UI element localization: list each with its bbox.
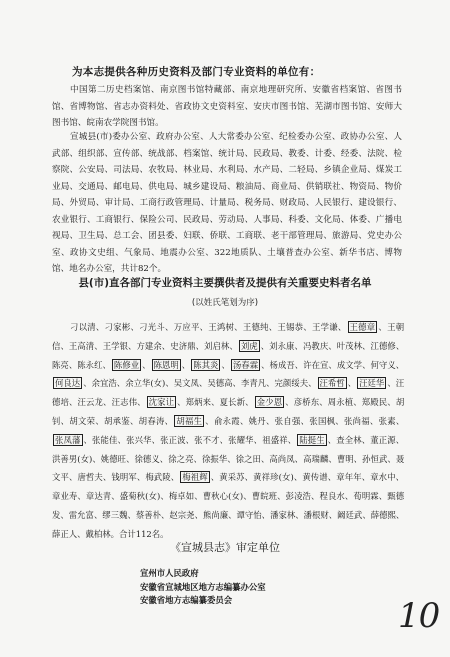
contributor-name: 孙恒武 xyxy=(362,453,388,464)
contributor-name: 陈其炎 xyxy=(193,359,219,370)
review-unit: 宣州市人民政府 xyxy=(140,568,199,578)
contributor-name: 张能佳 xyxy=(92,434,118,445)
contributor-name: 潘根财 xyxy=(303,509,329,520)
contributor-name: 章水中 xyxy=(370,472,396,483)
contributor-name: 章达青 xyxy=(85,491,112,502)
contributor-name: 方建余 xyxy=(136,340,162,351)
contributor-name: 胡文荣 xyxy=(69,415,96,426)
contributor-name: 陈恩明 xyxy=(153,359,179,370)
sources-heading: 为本志提供各种历史资料及部门专业资料的单位有： xyxy=(72,66,321,78)
contributor-name: 曹明 xyxy=(336,453,354,464)
contributor-name: 荀明霖 xyxy=(353,491,379,502)
contributor-name: 张国枫 xyxy=(309,415,336,426)
contributors-subtitle: (以姓氏笔划为序) xyxy=(191,298,259,308)
contributor-name: 聂文平 xyxy=(52,453,405,483)
contributor-name: 程良水 xyxy=(319,491,345,502)
contributor-name: 万应平 xyxy=(173,322,200,332)
contributor-name: 梅武陵 xyxy=(145,472,171,483)
contributor-name: 薛德熙 xyxy=(370,509,396,520)
contributor-name: 阚廷武 xyxy=(337,509,363,520)
contributor-name: 彦桥东 xyxy=(293,397,320,408)
review-title: 《宣城县志》审定单位 xyxy=(170,541,280,554)
contributor-name: 郑殿民 xyxy=(361,397,388,408)
contributor-name: 徐振华 xyxy=(201,453,228,464)
contributor-name: 蔡善朴 xyxy=(135,509,162,520)
contributor-name: 沈家让 xyxy=(148,397,175,408)
contributor-name: 李青凡 xyxy=(240,378,267,389)
contributor-name: 汪廷华 xyxy=(359,378,385,389)
contributor-name: 王鸿树 xyxy=(208,322,235,332)
contributor-name: 戴柏林 xyxy=(85,528,111,539)
contributor-name: 梅卓如 xyxy=(168,491,195,502)
contributor-name: 张兴华 xyxy=(126,434,152,445)
contributor-name: 王学谦 xyxy=(311,322,338,332)
contributor-name: 金少恩 xyxy=(256,397,283,408)
contributor-name: 彭凌浩 xyxy=(285,491,312,502)
contributor-name: 陈永红 xyxy=(77,359,103,370)
contributor-name: 余宜浩 xyxy=(91,378,117,389)
contributor-name: 黄采苏 xyxy=(219,472,245,483)
contributor-name: 陈修业 xyxy=(113,359,140,370)
contributor-name: 徐之亮 xyxy=(168,453,194,464)
contributor-name: 姚德旺 xyxy=(100,453,127,464)
contributor-name: 刁家彬 xyxy=(104,322,131,332)
contributor-name: 刘启林 xyxy=(204,340,230,351)
contributors-title: 县(市)直各部门专业资料主要撰供者及提供有关重要史料者名单 xyxy=(78,277,372,289)
contributor-name: 汪希哲 xyxy=(319,378,345,389)
contributor-name: 刁光斗 xyxy=(139,322,166,332)
page-number: 10 xyxy=(398,596,440,636)
contributor-name: 查全林 xyxy=(336,434,362,445)
contributor-name: 赵宗尧 xyxy=(169,509,195,520)
contributor-name: 缪三魏 xyxy=(102,509,128,520)
contributor-name: 张不才 xyxy=(194,434,220,445)
names-list: 刁以清、刁家彬、刁光斗、万应平、王鸿树、王德纯、王锡恭、王学谦、 王德章 、王朝信、王高清、王学银、方建余、史济鼎、刘启林、 刘虎 、刘永康、冯教庆、叶茂林、江德修、陈亮、陈永红、 陈修业 、 陈恩明 、 陈其炎 、 汤春霖 、杨成吾、许在宣、成文学、何守义、何良达 、余宜浩、余立华(女)、吴文凤、吴德高、李青凡、完颜绥夫、 汪希哲 、 汪廷华 、汪德培、汪云龙、汪志伟、 沈家让 、郑炳来、夏长新、 金少恩 、彦桥东、周永植、郑殿民、胡钊、胡文荣、胡承鉴、胡春涛、 胡福生 、俞永霞、姚丹、张自强、张国枫、张尚福、张素、张凤藩 、张能佳、张兴华、张正波、张不才、张耀华、祖盛祥、 陆挺生 、查全林、董正源、洪善男(女)、姚德旺、徐德义、徐之亮、徐振华、徐之田、高尚凤、高瑞麟、曹明、孙恒武、聂文平、唐哲夫、钱明军、梅武陵、 梅祖辉 、黄采苏、黄祥珍(女)、黄传谱、章年年、章水中、章业寿、章达青、盛菊秋(女)、梅卓如、曹秋心(女)、曹皖班、彭凌浩、程良水、荀明霖、甄德发、雷允富、缪三魏、蔡善朴、赵宗尧、熊尚廉、谭守怡、潘家林、潘根财、阚廷武、薛德熙、薛正人、戴柏林。 xyxy=(52,322,405,539)
contributor-name: 何良达 xyxy=(55,378,81,389)
contributor-name: 冯教庆 xyxy=(302,340,329,351)
contributor-name: 吴文凤 xyxy=(173,378,199,389)
contributor-name: 杨成吾 xyxy=(269,359,295,370)
contributor-name: 王高清 xyxy=(68,340,95,351)
contributor-name: 陈亮 xyxy=(52,359,69,370)
contributor-name: 张素 xyxy=(378,415,396,426)
contributor-name: 张凤藩 xyxy=(55,434,81,445)
contributor-name: 高尚凤 xyxy=(269,453,295,464)
contributor-names xyxy=(52,318,404,544)
contributor-name: 许在宣 xyxy=(303,359,329,370)
contributor-name: 钱明军 xyxy=(111,472,137,483)
contributor-name: 盛菊秋(女) xyxy=(119,491,161,502)
contributor-name: 董正源 xyxy=(370,434,396,445)
contributor-name: 黄祥珍(女) xyxy=(253,472,294,483)
contributor-name: 史济鼎 xyxy=(170,340,196,351)
departments-paragraph: 宣城县(市)委办公室、政府办公室、人大常委办公室、纪检委办公室、政协办公室、人武部、组织部、宣传部、统战部、档案馆、统计局、民政局、教委、计委、经委、法院、检察院、公安局、司法局、农牧局、林业局、水利局、水产局、二轻局、乡镇企业局、煤炭工业局、交通局、邮电局、供电局、城乡建设局、粮油局、商业局、供销联社、物资局、物价局、外贸局、审计局、工商行政管理局、计量局、税务局、财政局、人民银行、建设银行、农业银行、工商银行、保险公司、民政局、劳动局、人事局、科委、文化局、体委、广播电视局、卫生局、总工会、团县委、妇联、侨联、工商联、老干部管理局、旅游局、党史办公室、政协文史组、气象局、地震办公室、322地质队、土壤普查办公室、新华书店、博物馆、地名办公室，共计82个。 xyxy=(52,132,402,274)
contributor-name: 章年年 xyxy=(336,472,362,483)
contributor-name: 雷允富 xyxy=(68,509,94,520)
contributor-name: 章业寿 xyxy=(52,491,78,502)
contributor-name: 刘永康 xyxy=(269,340,295,351)
contributor-name: 熊尚廉 xyxy=(202,509,229,520)
contributor-name: 黄传谱 xyxy=(302,472,328,483)
contributor-name: 姚丹 xyxy=(248,415,266,426)
contributor-name: 胡福生 xyxy=(176,415,203,426)
contributor-name: 胡春涛 xyxy=(138,415,165,426)
contributor-name: 刁以清 xyxy=(70,322,96,332)
contributor-name: 张耀华 xyxy=(228,434,254,445)
contributor-name: 王德纯 xyxy=(242,322,269,332)
review-unit: 安徽省宣城地区地方志编纂办公室 xyxy=(140,581,266,592)
contributor-name: 叶茂林 xyxy=(336,340,363,351)
review-units xyxy=(140,567,266,608)
contributor-name: 俞永霞 xyxy=(213,415,240,426)
contributor-name: 梅祖辉 xyxy=(182,472,208,483)
contributor-name: 江德修 xyxy=(370,340,396,351)
contributor-name: 陆挺生 xyxy=(299,434,325,445)
contributor-name: 周永植 xyxy=(327,397,354,408)
contributor-name: 郑炳来 xyxy=(185,397,212,408)
contributor-name: 王学银 xyxy=(102,340,129,351)
archives-paragraph: 中国第二历史档案馆、南京图书馆特藏部、南京地理研究所、安徽省档案馆、省图书馆、省博物馆、省志办资料处、省政协文史资料室、安庆市图书馆、芜湖市图书馆、安师大图书馆、皖南农学院图书馆。 xyxy=(52,85,402,128)
contributor-name: 潘家林 xyxy=(270,509,296,520)
contributor-name: 曹秋心(女) xyxy=(202,491,244,502)
contributor-name: 张尚福 xyxy=(343,415,370,426)
contributor-name: 王德章 xyxy=(349,322,376,332)
contributor-name: 夏长新 xyxy=(219,397,246,408)
contributor-name: 谭守怡 xyxy=(236,509,262,520)
contributor-name: 吴德高 xyxy=(207,378,233,389)
contributor-name: 胡钊 xyxy=(52,397,405,426)
contributor-name: 张正波 xyxy=(160,434,186,445)
contributor-name: 余立华(女) xyxy=(125,378,166,389)
contributor-name: 完颜绥夫 xyxy=(274,378,309,389)
contributor-name: 王朝信 xyxy=(52,322,405,351)
contributor-name: 祖盛祥 xyxy=(262,434,288,445)
contributor-name: 曹皖班 xyxy=(251,491,278,502)
contributor-name: 何守义 xyxy=(370,359,396,370)
contributors-total: 合计112名。 xyxy=(119,528,169,539)
contributor-name: 刘虎 xyxy=(240,340,258,351)
contributor-name: 徐之田 xyxy=(235,453,261,464)
contributor-name: 汪德培 xyxy=(52,378,405,408)
contributor-name: 汪志伟 xyxy=(111,397,138,408)
contributor-name: 唐哲夫 xyxy=(77,472,103,483)
contributor-name: 甄德发 xyxy=(52,491,405,520)
contributor-name: 王锡恭 xyxy=(277,322,304,332)
contributor-name: 高瑞麟 xyxy=(303,453,329,464)
review-unit: 安徽省地方志编纂委员会 xyxy=(140,595,233,605)
contributor-name: 汪云龙 xyxy=(77,397,104,408)
contributor-name: 张自强 xyxy=(274,415,301,426)
contributor-name: 成文学 xyxy=(336,359,363,370)
contributor-name: 汤春霖 xyxy=(232,359,259,370)
contributor-name: 洪善男(女) xyxy=(52,453,93,464)
contributor-name: 徐德义 xyxy=(134,453,160,464)
contributor-name: 胡承鉴 xyxy=(104,415,130,426)
contributor-name: 薛正人 xyxy=(52,528,78,539)
